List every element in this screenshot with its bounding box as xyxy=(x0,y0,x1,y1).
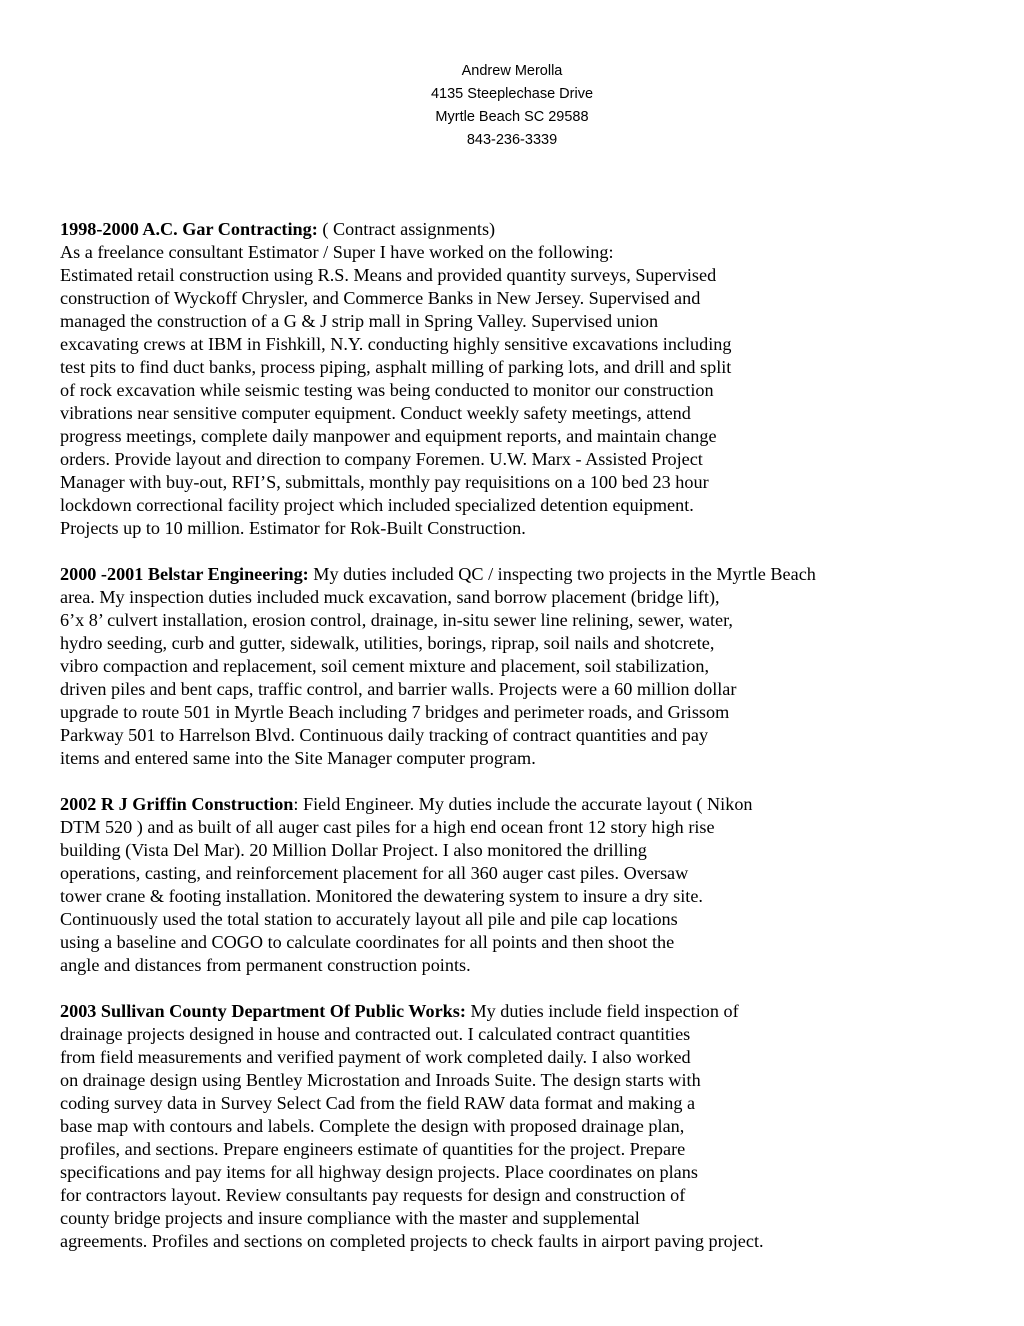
city-state-zip: Myrtle Beach SC 29588 xyxy=(435,109,589,125)
entry-text-line: test pits to find duct banks, process piping, asphalt milling of parking lots, and drill and split xyxy=(60,357,732,377)
entry-text-line: using a baseline and COGO to calculate coordinates for all points and then shoot the xyxy=(60,932,675,952)
applicant-name: Andrew Merolla xyxy=(461,63,563,79)
entry-text-line: Manager with buy-out, RFI’S, submittals, monthly pay requisitions on a 100 bed 23 hour xyxy=(60,472,709,492)
entry-text-line: area. My inspection duties included muck excavation, sand borrow placement (bridge lift), xyxy=(60,587,720,607)
entry-text-line: excavating crews at IBM in Fishkill, N.Y. conducting highly sensitive excavations including xyxy=(60,334,732,354)
entry-text-line: angle and distances from permanent construction points. xyxy=(60,955,471,975)
entry-text-line: operations, casting, and reinforcement placement for all 360 auger cast piles. Oversaw xyxy=(60,863,689,883)
entry-text-line: Projects up to 10 million. Estimator for Rok-Built Construction. xyxy=(60,518,526,538)
entry-heading: 1998-2000 A.C. Gar Contracting: xyxy=(60,219,318,239)
entry-first-line-text: : Field Engineer. My duties include the accurate layout ( Nikon xyxy=(293,794,753,814)
entry-text-line: construction of Wyckoff Chrysler, and Commerce Banks in New Jersey. Supervised and xyxy=(60,288,701,308)
phone-number: 843-236-3339 xyxy=(466,132,558,148)
entry-heading: 2002 R J Griffin Construction xyxy=(60,794,294,814)
entry-text-line: orders. Provide layout and direction to company Foremen. U.W. Marx - Assisted Project xyxy=(60,449,703,469)
entry-text-line: coding survey data in Survey Select Cad from the field RAW data format and making a xyxy=(60,1093,696,1113)
entry-text-line: tower crane & footing installation. Monitored the dewatering system to insure a dry site. xyxy=(60,886,703,906)
work-history xyxy=(60,218,960,1253)
entry-text-line: upgrade to route 501 in Myrtle Beach including 7 bridges and perimeter roads, and Grissom xyxy=(60,702,730,722)
entry-text-line: progress meetings, complete daily manpower and equipment reports, and maintain change xyxy=(60,426,717,446)
entry-first-line xyxy=(60,793,960,816)
section-spacer xyxy=(60,977,960,1000)
entry-first-line xyxy=(60,218,960,241)
entry-text-line: DTM 520 ) and as built of all auger cast piles for a high end ocean front 12 story high rise xyxy=(60,817,715,837)
entry-text-line: lockdown correctional facility project which included specialized detention equipment. xyxy=(60,495,694,515)
section-spacer xyxy=(60,770,960,793)
entry-text-line: building (Vista Del Mar). 20 Million Dollar Project. I also monitored the drilling xyxy=(60,840,647,860)
entry-first-line-text: My duties include field inspection of xyxy=(465,1001,739,1021)
street-address: 4135 Steeplechase Drive xyxy=(430,86,594,102)
entry-text-line: managed the construction of a G & J strip mall in Spring Valley. Supervised union xyxy=(60,311,659,331)
employment-entry xyxy=(60,793,960,977)
entry-first-line-text: My duties included QC / inspecting two projects in the Myrtle Beach xyxy=(308,564,816,584)
entry-text-line: items and entered same into the Site Manager computer program. xyxy=(60,748,536,768)
entry-text-line: specifications and pay items for all highway design projects. Place coordinates on plans xyxy=(60,1162,698,1182)
entry-text-line: of rock excavation while seismic testing was being conducted to monitor our construction xyxy=(60,380,714,400)
entry-text-line: profiles, and sections. Prepare engineers estimate of quantities for the project. Prepare xyxy=(60,1139,686,1159)
entry-first-line xyxy=(60,563,960,586)
entry-text-line: county bridge projects and insure compliance with the master and supplemental xyxy=(60,1208,640,1228)
entry-heading: 2003 Sullivan County Department Of Public Works: xyxy=(60,1001,466,1021)
entry-text-line: vibro compaction and replacement, soil cement mixture and placement, soil stabilization, xyxy=(60,656,709,676)
entry-text-line: agreements. Profiles and sections on completed projects to check faults in airport paving project. xyxy=(60,1231,764,1251)
entry-text-line: on drainage design using Bentley Microstation and Inroads Suite. The design starts with xyxy=(60,1070,701,1090)
employment-entry xyxy=(60,218,960,540)
entry-first-line-text: ( Contract assignments) xyxy=(317,219,496,239)
employment-entry xyxy=(60,1000,960,1253)
entry-text-line: from field measurements and verified payment of work completed daily. I also worked xyxy=(60,1047,691,1067)
contact-header xyxy=(0,60,1024,152)
entry-text-line: Continuously used the total station to accurately layout all pile and pile cap locations xyxy=(60,909,678,929)
entry-text-line: 6’x 8’ culvert installation, erosion control, drainage, in-situ sewer line relining, sewer, water, xyxy=(60,610,733,630)
entry-text-line: hydro seeding, curb and gutter, sidewalk, utilities, borings, riprap, soil nails and shotcrete, xyxy=(60,633,715,653)
entry-text-line: Parkway 501 to Harrelson Blvd. Continuous daily tracking of contract quantities and pay xyxy=(60,725,709,745)
entry-text-line: driven piles and bent caps, traffic control, and barrier walls. Projects were a 60 million dollar xyxy=(60,679,737,699)
entry-text-line: for contractors layout. Review consultants pay requests for design and construction of xyxy=(60,1185,686,1205)
section-spacer xyxy=(60,540,960,563)
entry-heading: 2000 -2001 Belstar Engineering: xyxy=(60,564,309,584)
entry-first-line xyxy=(60,1000,960,1023)
entry-text-line: vibrations near sensitive computer equipment. Conduct weekly safety meetings, attend xyxy=(60,403,691,423)
entry-text-line: drainage projects designed in house and contracted out. I calculated contract quantities xyxy=(60,1024,691,1044)
entry-text-line: As a freelance consultant Estimator / Super I have worked on the following: xyxy=(60,242,614,262)
employment-entry xyxy=(60,563,960,770)
entry-text-line: Estimated retail construction using R.S. Means and provided quantity surveys, Supervised xyxy=(60,265,717,285)
entry-text-line: base map with contours and labels. Complete the design with proposed drainage plan, xyxy=(60,1116,685,1136)
